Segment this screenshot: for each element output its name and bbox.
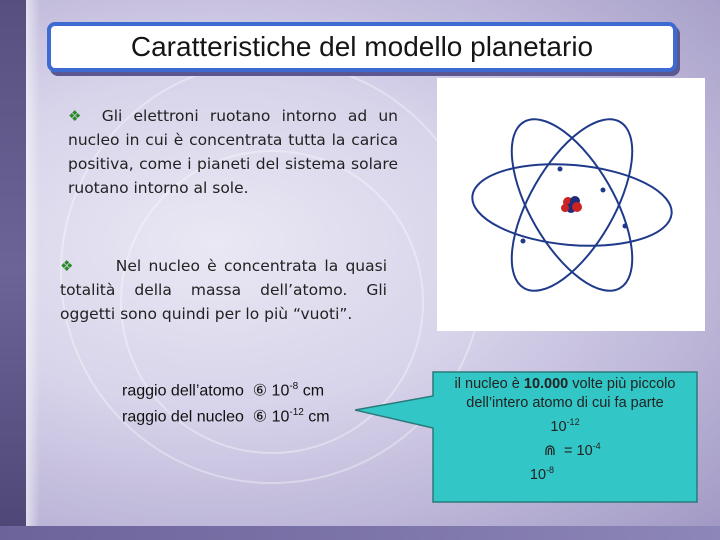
bottom-decor-band — [0, 526, 720, 540]
paragraph-nucleus-mass — [60, 254, 387, 326]
page-title: Caratteristiche del modello planetario — [130, 31, 594, 62]
electron — [601, 188, 606, 193]
electron — [623, 224, 628, 229]
measure-atom-radius: raggio dell’atomo ⑥ $10^{-8}$ cm — [122, 381, 325, 400]
electron — [558, 167, 563, 172]
title-box — [47, 22, 677, 72]
callout-fraction-result: ⋒ = $10^{-4}$ — [529, 440, 601, 459]
left-decor-band — [0, 0, 26, 540]
electron — [521, 239, 526, 244]
atom-icon — [437, 78, 705, 331]
left-decor-shine — [26, 0, 40, 540]
measure-nucleus-radius: raggio del nucleo ⑥ $10^{-12}$ cm — [122, 407, 330, 426]
callout-fraction-denominator: $10^{-8}$ — [529, 464, 555, 483]
callout-fraction-numerator: $10^{-12}$ — [550, 417, 580, 435]
paragraph-text: Gli elettroni ruotano intorno ad un nucleo in cui è concentrata tutta la carica positiva, come i pianeti del sistema solare ruotano intorno al sole. — [68, 107, 398, 197]
diamond-bullet-icon: ❖ — [60, 257, 76, 275]
callout-note — [434, 375, 696, 484]
nucleus — [561, 196, 582, 213]
diamond-bullet-icon: ❖ — [68, 107, 88, 125]
paragraph-electrons — [68, 104, 398, 200]
measures-block — [122, 376, 330, 429]
paragraph-text: Nel nucleo è concentrata la quasi totalità della massa dell’atomo. Gli oggetti sono quindi per lo più “vuoti”. — [60, 257, 388, 323]
atom-illustration — [437, 78, 705, 331]
callout-sentence: il nucleo è 10.000 volte più piccolo dell’intero atomo di cui fa parte — [454, 376, 676, 411]
